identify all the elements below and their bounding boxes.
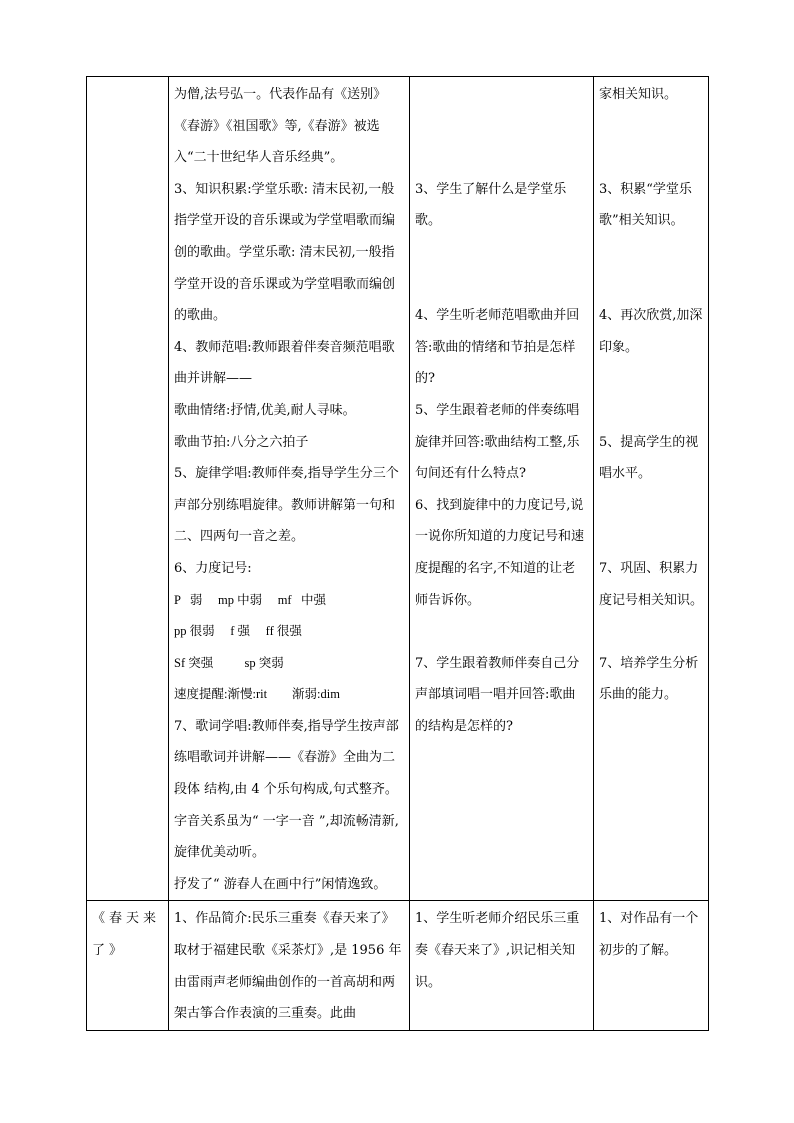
song-meter: 歌曲节拍:八分之六拍子: [174, 434, 309, 450]
lyrics-note: 字音关系虽为“ 一字一音 ”,却流畅清新,旋律优美动听。: [174, 813, 399, 861]
lyrics-item: 7、歌词学唱:教师伴奏,指导学生按声部练唱歌词并讲解——《春游》全曲为二段体 结构,由 4 个乐句构成,句式整齐。: [174, 718, 399, 798]
teacher-activity-cell: [169, 77, 410, 901]
dynamics-line: Sf 突强 sp 突弱: [174, 655, 284, 670]
student-item: 4、学生听老师范唱歌曲并回答:歌曲的情绪和节拍是怎样的?: [415, 308, 580, 387]
table-row: [87, 77, 709, 901]
teacher-activity-cell: 1、作品简介:民乐三重奏《春天来了》取材于福建民歌《采茶灯》,是 1956 年由雷雨声老师编曲创作的一首高胡和两架古筝合作表演的三重奏。此曲: [169, 901, 410, 1030]
purpose-item: 4、再次欣赏,加深印象。: [599, 308, 703, 355]
student-item: 3、学生了解什么是学堂乐歌。: [415, 181, 567, 229]
table-row: [87, 901, 709, 1030]
student-item: 6、找到旋律中的力度记号,说一说你所知道的力度记号和速度提醒的名字,不知道的让老师告诉你。: [415, 497, 585, 608]
purpose-item: 3、积累“学堂乐歌”相关知识。: [599, 181, 692, 229]
lesson-plan-table: [86, 76, 709, 1031]
topic-cell: [87, 77, 169, 901]
student-activity-cell: 1、学生听老师介绍民乐三重奏《春天来了》,识记相关知识。: [410, 901, 594, 1030]
topic-cell: 《春天来了》: [87, 901, 169, 1030]
demo-singing-item: 4、教师范唱:教师跟着伴奏音频范唱歌曲并讲解——: [174, 339, 395, 387]
lyrics-summary: 抒发了“ 游春人在画中行”闲情逸致。: [174, 876, 387, 892]
song-mood: 歌曲情绪:抒情,优美,耐人寻味。: [174, 402, 356, 418]
dynamics-line: pp 很弱 f 强 ff 很强: [174, 624, 302, 639]
knowledge-item: 3、知识积累:学堂乐歌: 清末民初,一般指学堂开设的音乐课或为学堂唱歌而编创的歌曲。学堂乐歌: 清末民初,一般指学堂开设的音乐课或为学堂唱歌而编创的歌曲。: [174, 181, 396, 324]
student-item: 7、学生跟着教师伴奏自己分声部填词唱一唱并回答:歌曲的结构是怎样的?: [415, 655, 580, 734]
purpose-cell: 1、对作品有一个初步的了解。: [594, 901, 709, 1030]
tempo-line: 速度提醒:渐慢:rit 渐弱:dim: [174, 687, 340, 702]
purpose-item: 7、培养学生分析乐曲的能力。: [599, 655, 699, 703]
dynamics-line: P 弱 mp 中弱 mf 中强: [174, 592, 326, 607]
dynamics-heading: 6、力度记号:: [174, 560, 252, 576]
purpose-item: 家相关知识。: [599, 87, 678, 102]
melody-item: 5、旋律学唱:教师伴奏,指导学生分三个声部分别练唱旋律。教师讲解第一句和二、四两句一音之差。: [174, 466, 399, 545]
intro-continuation: 为僧,法号弘一。代表作品有《送别》《春游》《祖国歌》等,《春游》被选入“二十世纪华人音乐经典”。: [174, 87, 387, 166]
student-activity-cell: [410, 77, 594, 901]
purpose-cell: [594, 77, 709, 901]
student-item: 5、学生跟着老师的伴奏练唱旋律并回答:歌曲结构工整,乐句间还有什么特点?: [415, 402, 580, 482]
purpose-item: 7、巩固、积累力度记号相关知识。: [599, 560, 704, 608]
purpose-item: 5、提高学生的视唱水平。: [599, 434, 699, 482]
